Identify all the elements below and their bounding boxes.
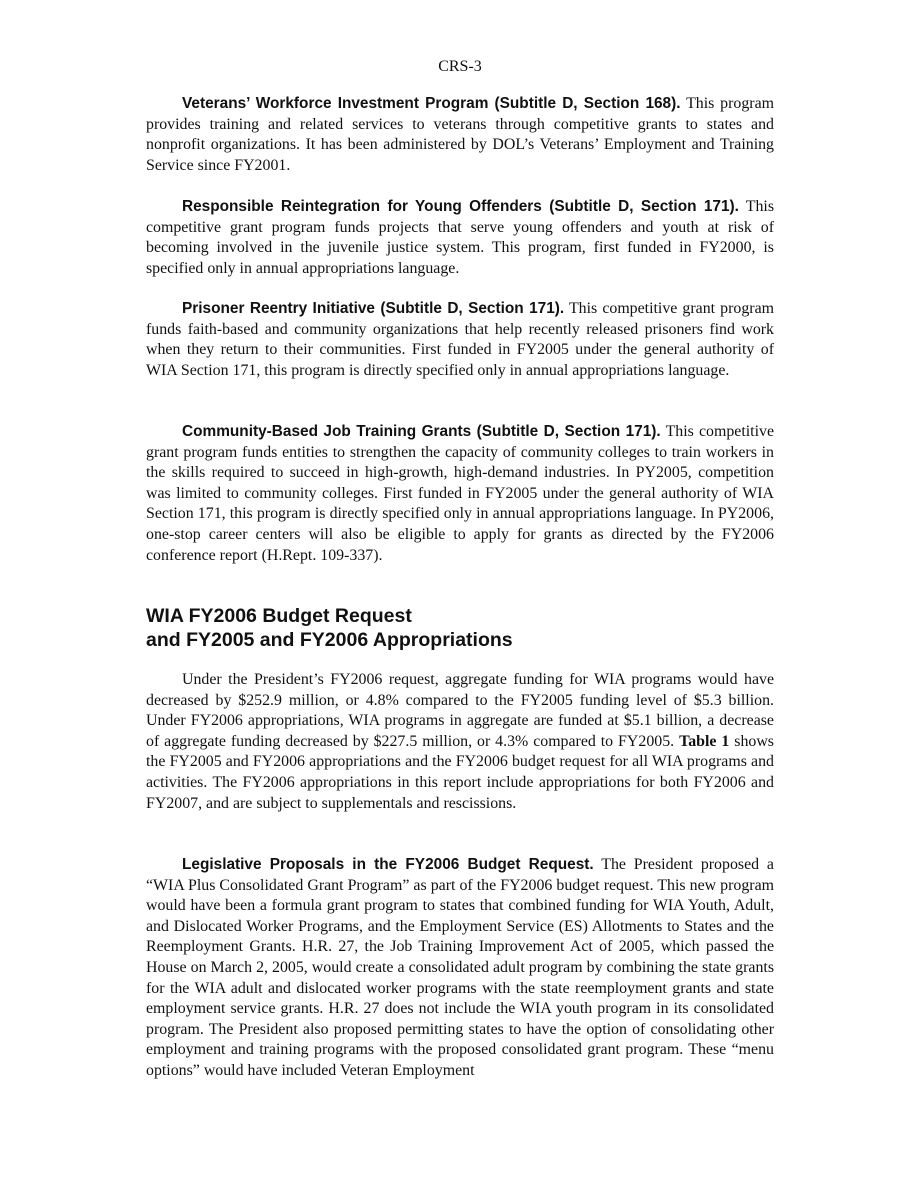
paragraph-lead: Veterans’ Workforce Investment Program (Subtitle D, Section 168). [182, 95, 681, 112]
paragraph-lead: Community-Based Job Training Grants (Subtitle D, Section 171). [182, 423, 661, 440]
paragraph-body: This competitive grant program funds entities to strengthen the capacity of community colleges to train workers in the skills required to succeed in high-growth, high-demand industries. In PY2005, competition was limited to community colleges. First funded in FY2005 under the general authority of WIA Section 171, this program is directly specified only in annual appropriations language. In PY2006, one-stop career centers will also be eligible to apply for grants as directed by the FY2006 conference report (H.Rept. 109-337). [146, 423, 774, 564]
paragraph-budget-request [146, 670, 774, 814]
paragraph-body-part-2: shows the FY2005 and FY2006 appropriations and the FY2006 budget request for all WIA programs and activities. The FY2006 appropriations in this report include appropriations for both FY2006 and FY2007, and are subject to supplementals and rescissions. [146, 732, 774, 812]
table-reference: Table 1 [679, 732, 730, 750]
paragraph-body-part-1: Under the President’s FY2006 request, aggregate funding for WIA programs would have decreased by $252.9 million, or 4.8% compared to the FY2005 funding level of $5.3 billion. Under FY2006 appropriations, WIA programs in aggregate are funded at $5.1 billion, a decrease of aggregate funding decreased by $227.5 million, or 4.3% compared to FY2005. [146, 671, 774, 750]
paragraph-lead: Legislative Proposals in the FY2006 Budget Request. [182, 856, 594, 873]
paragraph-body: This competitive grant program funds projects that serve young offenders and youth at risk of becoming involved in the juvenile justice system. This program, first funded in FY2000, is specified only in annual appropriations language. [146, 198, 775, 277]
paragraph-prisoner-reentry [146, 299, 774, 381]
paragraph-lead: Responsible Reintegration for Young Offenders (Subtitle D, Section 171). [182, 198, 739, 215]
paragraph-young-offenders [146, 197, 774, 279]
section-heading [146, 604, 774, 652]
paragraph-legislative-proposals [146, 855, 774, 1082]
paragraph-body: This program provides training and related services to veterans through competitive grants to states and nonprofit organizations. It has been administered by DOL’s Veterans’ Employment and Training Service since FY2001. [146, 95, 774, 174]
paragraph-community-based-grants [146, 422, 774, 566]
section-heading-line-1: WIA FY2006 Budget Request [146, 605, 412, 627]
section-heading-line-2: and FY2005 and FY2006 Appropriations [146, 629, 513, 651]
paragraph-lead: Prisoner Reentry Initiative (Subtitle D, Section 171). [182, 300, 565, 317]
paragraph-veterans-workforce [146, 94, 774, 176]
paragraph-body: This competitive grant program funds faith-based and community organizations that help recently released prisoners find work when they return to their communities. First funded in FY2005 under the general authority of WIA Section 171, this program is directly specified only in annual appropriations language. [146, 300, 774, 379]
page-number: CRS-3 [438, 58, 482, 75]
paragraph-body: The President proposed a “WIA Plus Consolidated Grant Program” as part of the FY2006 budget request. This new program would have been a formula grant program to states that combined funding for WIA Youth, Adult, and Dislocated Worker Programs, and the Employment Service (ES) Allotments to States and the Reemployment Grants. H.R. 27, the Job Training Improvement Act of 2005, which passed the House on March 2, 2005, would create a consolidated adult program by combining the state grants for the WIA adult and dislocated worker programs with the state reemployment grants and state employment service grants. H.R. 27 does not include the WIA youth program in its consolidated program. The President also proposed permitting states to have the option of consolidating other employment and training programs with the proposed consolidated grant program. These “menu options” would have included Veteran Employment [146, 856, 774, 1079]
